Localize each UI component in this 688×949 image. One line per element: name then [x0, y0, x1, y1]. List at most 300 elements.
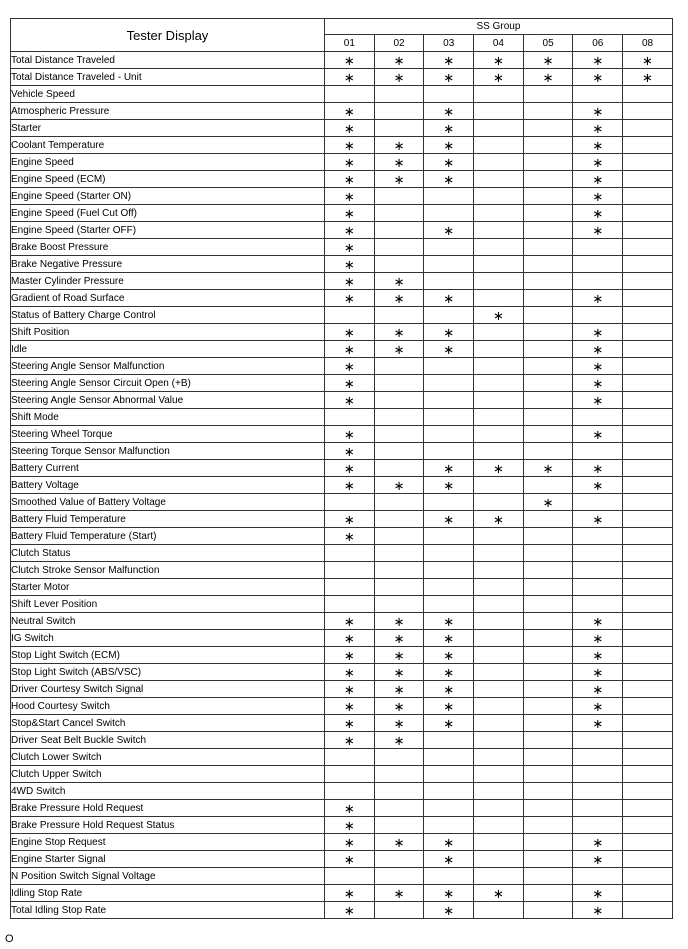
empty-cell: [374, 375, 424, 392]
empty-cell: [523, 171, 573, 188]
row-label: Steering Torque Sensor Malfunction: [11, 443, 325, 460]
table-row: [11, 596, 673, 613]
empty-cell: [573, 868, 623, 885]
empty-cell: [325, 562, 375, 579]
empty-cell: [523, 154, 573, 171]
empty-cell: [523, 817, 573, 834]
empty-cell: [474, 715, 524, 732]
mark-cell: ∗: [573, 698, 623, 715]
table-row: [11, 579, 673, 596]
empty-cell: [474, 477, 524, 494]
empty-cell: [623, 188, 673, 205]
empty-cell: [623, 103, 673, 120]
empty-cell: [374, 205, 424, 222]
empty-cell: [374, 579, 424, 596]
mark-cell: ∗: [325, 358, 375, 375]
empty-cell: [474, 868, 524, 885]
mark-cell: ∗: [325, 715, 375, 732]
row-label: Total Distance Traveled - Unit: [11, 69, 325, 86]
empty-cell: [474, 392, 524, 409]
mark-cell: ∗: [573, 426, 623, 443]
mark-cell: ∗: [474, 69, 524, 86]
mark-cell: ∗: [623, 69, 673, 86]
empty-cell: [523, 375, 573, 392]
empty-cell: [573, 783, 623, 800]
row-label: Shift Lever Position: [11, 596, 325, 613]
empty-cell: [474, 834, 524, 851]
empty-cell: [523, 545, 573, 562]
mark-cell: ∗: [424, 902, 474, 919]
empty-cell: [374, 902, 424, 919]
mark-cell: ∗: [374, 154, 424, 171]
group-number-cell: 01: [325, 35, 375, 52]
empty-cell: [573, 494, 623, 511]
row-label: 4WD Switch: [11, 783, 325, 800]
mark-cell: ∗: [573, 154, 623, 171]
empty-cell: [474, 103, 524, 120]
mark-cell: ∗: [424, 477, 474, 494]
empty-cell: [523, 630, 573, 647]
table-row: [11, 834, 673, 851]
empty-cell: [325, 749, 375, 766]
empty-cell: [424, 205, 474, 222]
empty-cell: [523, 392, 573, 409]
table-row: [11, 188, 673, 205]
table-row: [11, 273, 673, 290]
row-label: Shift Position: [11, 324, 325, 341]
mark-cell: ∗: [474, 885, 524, 902]
empty-cell: [474, 647, 524, 664]
mark-cell: ∗: [573, 647, 623, 664]
row-label: Engine Speed (Starter OFF): [11, 222, 325, 239]
mark-cell: ∗: [325, 511, 375, 528]
mark-cell: ∗: [424, 154, 474, 171]
empty-cell: [623, 800, 673, 817]
empty-cell: [424, 375, 474, 392]
mark-cell: ∗: [325, 664, 375, 681]
row-label: Vehicle Speed: [11, 86, 325, 103]
mark-cell: ∗: [424, 681, 474, 698]
empty-cell: [623, 630, 673, 647]
empty-cell: [474, 222, 524, 239]
table-row: [11, 749, 673, 766]
empty-cell: [325, 783, 375, 800]
mark-cell: ∗: [573, 52, 623, 69]
table-row: [11, 715, 673, 732]
table-row: [11, 817, 673, 834]
mark-cell: ∗: [325, 222, 375, 239]
table-row: [11, 358, 673, 375]
empty-cell: [523, 256, 573, 273]
mark-cell: ∗: [424, 222, 474, 239]
empty-cell: [474, 256, 524, 273]
empty-cell: [325, 868, 375, 885]
empty-cell: [474, 154, 524, 171]
empty-cell: [573, 596, 623, 613]
empty-cell: [424, 868, 474, 885]
row-label: Battery Fluid Temperature: [11, 511, 325, 528]
table-row: [11, 205, 673, 222]
empty-cell: [474, 732, 524, 749]
table-row: [11, 256, 673, 273]
table-row: [11, 783, 673, 800]
mark-cell: ∗: [573, 290, 623, 307]
empty-cell: [623, 256, 673, 273]
empty-cell: [474, 613, 524, 630]
empty-cell: [523, 137, 573, 154]
empty-cell: [623, 698, 673, 715]
empty-cell: [573, 766, 623, 783]
empty-cell: [374, 545, 424, 562]
table-row: [11, 426, 673, 443]
row-label: Stop Light Switch (ABS/VSC): [11, 664, 325, 681]
empty-cell: [424, 732, 474, 749]
empty-cell: [474, 120, 524, 137]
empty-cell: [623, 647, 673, 664]
empty-cell: [623, 392, 673, 409]
empty-cell: [424, 800, 474, 817]
empty-cell: [523, 205, 573, 222]
empty-cell: [374, 120, 424, 137]
table-row: [11, 800, 673, 817]
tester-display-header: Tester Display: [11, 19, 325, 52]
empty-cell: [474, 562, 524, 579]
empty-cell: [623, 375, 673, 392]
empty-cell: [623, 868, 673, 885]
row-label: IG Switch: [11, 630, 325, 647]
empty-cell: [374, 596, 424, 613]
table-row: [11, 103, 673, 120]
empty-cell: [374, 86, 424, 103]
mark-cell: ∗: [523, 460, 573, 477]
empty-cell: [374, 800, 424, 817]
empty-cell: [424, 749, 474, 766]
empty-cell: [474, 188, 524, 205]
mark-cell: ∗: [325, 188, 375, 205]
empty-cell: [523, 579, 573, 596]
mark-cell: ∗: [623, 52, 673, 69]
group-number-cell: 03: [424, 35, 474, 52]
mark-cell: ∗: [325, 52, 375, 69]
row-label: Driver Seat Belt Buckle Switch: [11, 732, 325, 749]
empty-cell: [623, 579, 673, 596]
empty-cell: [424, 86, 474, 103]
table-row: [11, 341, 673, 358]
mark-cell: ∗: [374, 290, 424, 307]
table-row: [11, 681, 673, 698]
empty-cell: [424, 256, 474, 273]
table-row: [11, 409, 673, 426]
mark-cell: ∗: [374, 698, 424, 715]
mark-cell: ∗: [523, 494, 573, 511]
mark-cell: ∗: [573, 630, 623, 647]
mark-cell: ∗: [325, 154, 375, 171]
empty-cell: [325, 409, 375, 426]
mark-cell: ∗: [325, 800, 375, 817]
mark-cell: ∗: [325, 817, 375, 834]
empty-cell: [374, 511, 424, 528]
empty-cell: [474, 579, 524, 596]
empty-cell: [623, 171, 673, 188]
empty-cell: [623, 664, 673, 681]
mark-cell: ∗: [325, 613, 375, 630]
row-label: Clutch Lower Switch: [11, 749, 325, 766]
table-row: [11, 460, 673, 477]
mark-cell: ∗: [325, 698, 375, 715]
empty-cell: [523, 596, 573, 613]
empty-cell: [623, 290, 673, 307]
table-row: [11, 239, 673, 256]
mark-cell: ∗: [573, 511, 623, 528]
empty-cell: [523, 834, 573, 851]
mark-cell: ∗: [424, 613, 474, 630]
empty-cell: [523, 851, 573, 868]
empty-cell: [325, 766, 375, 783]
mark-cell: ∗: [325, 341, 375, 358]
empty-cell: [623, 494, 673, 511]
empty-cell: [474, 783, 524, 800]
mark-cell: ∗: [573, 613, 623, 630]
mark-cell: ∗: [325, 392, 375, 409]
empty-cell: [474, 630, 524, 647]
mark-cell: ∗: [424, 171, 474, 188]
mark-cell: ∗: [573, 477, 623, 494]
empty-cell: [623, 817, 673, 834]
mark-cell: ∗: [424, 511, 474, 528]
empty-cell: [474, 171, 524, 188]
empty-cell: [623, 528, 673, 545]
mark-cell: ∗: [325, 647, 375, 664]
table-row: [11, 375, 673, 392]
empty-cell: [474, 817, 524, 834]
empty-cell: [623, 834, 673, 851]
table-row: [11, 545, 673, 562]
empty-cell: [374, 409, 424, 426]
row-label: Stop Light Switch (ECM): [11, 647, 325, 664]
mark-cell: ∗: [424, 885, 474, 902]
mark-cell: ∗: [424, 664, 474, 681]
empty-cell: [523, 800, 573, 817]
table-row: [11, 630, 673, 647]
empty-cell: [573, 528, 623, 545]
mark-cell: ∗: [325, 477, 375, 494]
mark-cell: ∗: [325, 834, 375, 851]
row-label: Engine Speed (Starter ON): [11, 188, 325, 205]
empty-cell: [623, 205, 673, 222]
empty-cell: [523, 341, 573, 358]
empty-cell: [623, 460, 673, 477]
empty-cell: [623, 324, 673, 341]
empty-cell: [424, 188, 474, 205]
table-row: [11, 494, 673, 511]
row-label: Brake Boost Pressure: [11, 239, 325, 256]
table-row: [11, 52, 673, 69]
empty-cell: [523, 358, 573, 375]
table-row: [11, 307, 673, 324]
empty-cell: [424, 596, 474, 613]
row-label: Atmospheric Pressure: [11, 103, 325, 120]
empty-cell: [474, 273, 524, 290]
row-label: Steering Wheel Torque: [11, 426, 325, 443]
empty-cell: [523, 715, 573, 732]
mark-cell: ∗: [573, 341, 623, 358]
empty-cell: [474, 324, 524, 341]
empty-cell: [424, 239, 474, 256]
table-row: [11, 443, 673, 460]
mark-cell: ∗: [573, 358, 623, 375]
mark-cell: ∗: [424, 851, 474, 868]
row-label: Driver Courtesy Switch Signal: [11, 681, 325, 698]
mark-cell: ∗: [573, 460, 623, 477]
empty-cell: [374, 494, 424, 511]
mark-cell: ∗: [374, 732, 424, 749]
mark-cell: ∗: [374, 52, 424, 69]
table-row: [11, 851, 673, 868]
empty-cell: [523, 511, 573, 528]
table-row: [11, 885, 673, 902]
mark-cell: ∗: [424, 120, 474, 137]
empty-cell: [623, 681, 673, 698]
empty-cell: [623, 222, 673, 239]
mark-cell: ∗: [424, 630, 474, 647]
empty-cell: [325, 596, 375, 613]
empty-cell: [374, 256, 424, 273]
row-label: Gradient of Road Surface: [11, 290, 325, 307]
empty-cell: [424, 579, 474, 596]
mark-cell: ∗: [573, 392, 623, 409]
empty-cell: [623, 426, 673, 443]
mark-cell: ∗: [325, 375, 375, 392]
row-label: Smoothed Value of Battery Voltage: [11, 494, 325, 511]
mark-cell: ∗: [325, 120, 375, 137]
empty-cell: [374, 358, 424, 375]
mark-cell: ∗: [523, 52, 573, 69]
empty-cell: [424, 545, 474, 562]
empty-cell: [474, 239, 524, 256]
empty-cell: [474, 86, 524, 103]
ss-group-header: SS Group: [325, 19, 673, 35]
empty-cell: [474, 494, 524, 511]
empty-cell: [523, 222, 573, 239]
empty-cell: [523, 528, 573, 545]
empty-cell: [374, 868, 424, 885]
mark-cell: ∗: [424, 341, 474, 358]
table-row: [11, 154, 673, 171]
mark-cell: ∗: [325, 902, 375, 919]
mark-cell: ∗: [325, 103, 375, 120]
mark-cell: ∗: [424, 834, 474, 851]
empty-cell: [374, 817, 424, 834]
empty-cell: [474, 341, 524, 358]
empty-cell: [424, 358, 474, 375]
row-label: Coolant Temperature: [11, 137, 325, 154]
empty-cell: [573, 256, 623, 273]
table-row: [11, 664, 673, 681]
table-row: [11, 511, 673, 528]
empty-cell: [474, 698, 524, 715]
mark-cell: ∗: [325, 443, 375, 460]
mark-cell: ∗: [325, 239, 375, 256]
empty-cell: [573, 732, 623, 749]
empty-cell: [623, 885, 673, 902]
row-label: Battery Fluid Temperature (Start): [11, 528, 325, 545]
row-label: Shift Mode: [11, 409, 325, 426]
empty-cell: [424, 817, 474, 834]
empty-cell: [573, 800, 623, 817]
empty-cell: [424, 528, 474, 545]
mark-cell: ∗: [424, 647, 474, 664]
empty-cell: [474, 545, 524, 562]
row-label: Stop&Start Cancel Switch: [11, 715, 325, 732]
empty-cell: [374, 460, 424, 477]
mark-cell: ∗: [325, 460, 375, 477]
mark-cell: ∗: [374, 715, 424, 732]
mark-cell: ∗: [424, 52, 474, 69]
mark-cell: ∗: [474, 511, 524, 528]
mark-cell: ∗: [374, 613, 424, 630]
empty-cell: [623, 273, 673, 290]
mark-cell: ∗: [325, 205, 375, 222]
row-label: Brake Pressure Hold Request: [11, 800, 325, 817]
empty-cell: [374, 851, 424, 868]
empty-cell: [374, 749, 424, 766]
empty-cell: [474, 205, 524, 222]
mark-cell: ∗: [424, 698, 474, 715]
row-label: Brake Pressure Hold Request Status: [11, 817, 325, 834]
empty-cell: [374, 562, 424, 579]
empty-cell: [523, 613, 573, 630]
mark-cell: ∗: [573, 171, 623, 188]
row-label: Battery Voltage: [11, 477, 325, 494]
mark-cell: ∗: [325, 171, 375, 188]
mark-cell: ∗: [573, 103, 623, 120]
row-label: Master Cylinder Pressure: [11, 273, 325, 290]
mark-cell: ∗: [374, 324, 424, 341]
empty-cell: [623, 341, 673, 358]
empty-cell: [325, 579, 375, 596]
empty-cell: [474, 681, 524, 698]
empty-cell: [623, 307, 673, 324]
table-row: [11, 562, 673, 579]
mark-cell: ∗: [573, 885, 623, 902]
mark-cell: ∗: [374, 69, 424, 86]
mark-cell: ∗: [474, 52, 524, 69]
mark-cell: ∗: [474, 307, 524, 324]
empty-cell: [523, 749, 573, 766]
empty-cell: [623, 120, 673, 137]
mark-cell: ∗: [573, 681, 623, 698]
row-label: Starter Motor: [11, 579, 325, 596]
mark-cell: ∗: [424, 69, 474, 86]
empty-cell: [474, 375, 524, 392]
empty-cell: [573, 817, 623, 834]
mark-cell: ∗: [325, 528, 375, 545]
table-row: [11, 324, 673, 341]
row-label: Status of Battery Charge Control: [11, 307, 325, 324]
empty-cell: [623, 715, 673, 732]
table-row: [11, 137, 673, 154]
row-label: N Position Switch Signal Voltage: [11, 868, 325, 885]
empty-cell: [573, 409, 623, 426]
mark-cell: ∗: [573, 137, 623, 154]
mark-cell: ∗: [424, 103, 474, 120]
empty-cell: [374, 766, 424, 783]
empty-cell: [523, 766, 573, 783]
mark-cell: ∗: [573, 188, 623, 205]
table-row: [11, 732, 673, 749]
empty-cell: [374, 307, 424, 324]
empty-cell: [573, 579, 623, 596]
